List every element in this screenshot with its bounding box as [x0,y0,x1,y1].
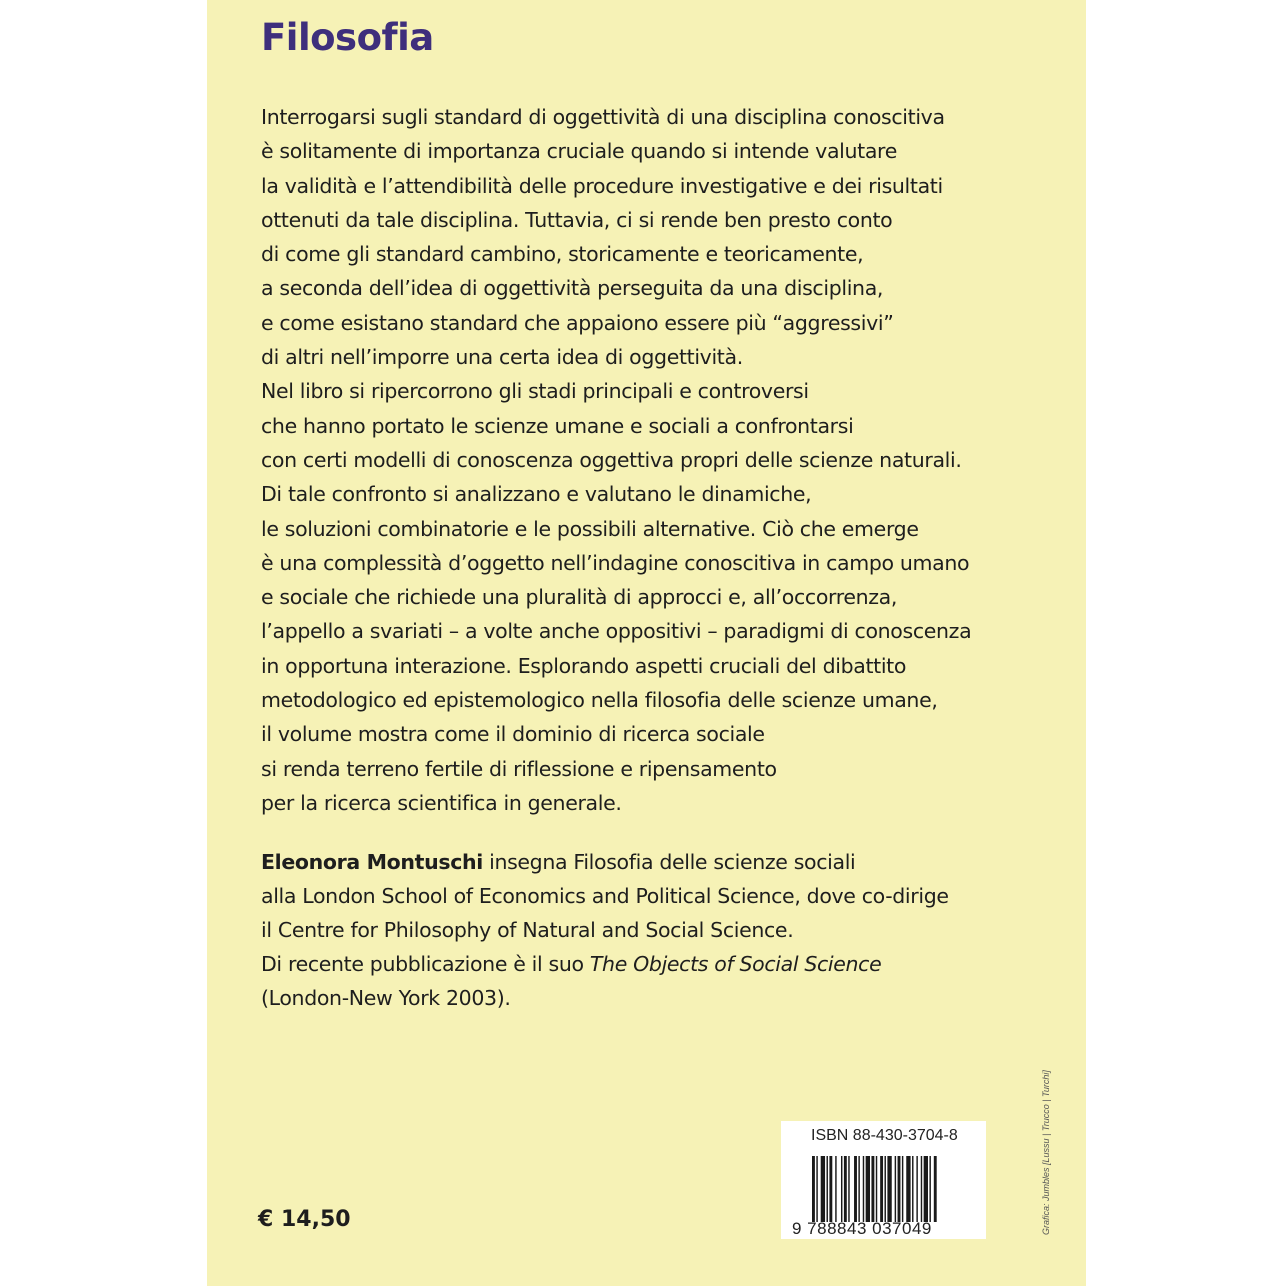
blurb-line: e sociale che richiede una pluralità di approcci e, all’occorrenza, [261,585,898,610]
blurb-line: con certi modelli di conoscenza oggettiva propri delle scienze naturali. [261,447,962,472]
barcode-bar [829,1156,832,1222]
book-back-cover [207,0,1086,1286]
barcode-bar [924,1156,928,1222]
barcode-bar [848,1156,849,1222]
barcode-bar [885,1156,886,1222]
blurb-line: Nel libro si ripercorrono gli stadi principali e controversi [261,379,809,404]
barcode-bar [898,1156,901,1222]
bio-line: alla London School of Economics and Political Science, dove co-dirige [261,884,949,908]
blurb-line: di altri nell’imporre una certa idea di oggettività. [261,345,743,370]
blurb-line: a seconda dell’idea di oggettività perseguita da una disciplina, [261,276,884,301]
barcode-bar [854,1156,857,1222]
barcode-digits: 9 788843 037049 [792,1219,932,1238]
barcode-bar [844,1156,847,1222]
price-label: € 14,50 [258,1207,351,1232]
barcode-bar [921,1156,922,1222]
barcode-bar [812,1156,815,1222]
bio-line: il Centre for Philosophy of Natural and Social Science. [261,918,794,942]
barcode-bar [876,1156,877,1222]
blurb-text [261,100,971,820]
author-name: Eleonora Montuschi [261,850,483,874]
bio-line: (London-New York 2003). [261,986,511,1010]
barcode-bar [906,1156,910,1222]
blurb-line: metodologico ed epistemologico nella filosofia delle scienze umane, [261,688,938,713]
barcode-bar [887,1156,891,1222]
blurb-line: di come gli standard cambino, storicamente e teoricamente, [261,242,864,267]
barcode-bar [880,1156,883,1222]
blurb-line: è una complessità d’oggetto nell’indagine conoscitiva in campo umano [261,550,970,575]
barcode-bar [863,1156,864,1222]
barcode-image [812,1156,980,1222]
book-title: The Objects of Social Science [589,952,882,976]
design-credit: Grafica: Jumbles [Lussu | Trucco | Turchi] [1041,1070,1051,1235]
barcode-bar [871,1156,874,1222]
barcode-bar [912,1156,913,1222]
blurb-line: l’appello a svariati – a volte anche oppositivi – paradigmi di conoscenza [261,619,972,644]
blurb-line: in opportuna interazione. Esplorando aspetti cruciali del dibattito [261,653,907,678]
blurb-line: il volume mostra come il dominio di ricerca sociale [261,722,765,747]
bio-text: insegna Filosofia delle scienze sociali [482,850,856,874]
author-bio [261,845,949,1015]
barcode-bar [895,1156,896,1222]
isbn-barcode-panel [781,1121,986,1239]
bio-text: Di recente pubblicazione è il suo [261,952,590,976]
barcode-bar [816,1156,817,1222]
blurb-line: ottenuti da tale disciplina. Tuttavia, ci si rende ben presto conto [261,207,893,232]
blurb-line: per la ricerca scientifica in generale. [261,790,622,815]
blurb-line: è solitamente di importanza cruciale quando si intende valutare [261,139,897,164]
blurb-line: che hanno portato le scienze umane e sociali a confrontarsi [261,413,854,438]
blurb-line: le soluzioni combinatorie e le possibili alternative. Ciò che emerge [261,516,919,541]
blurb-line: e come esistano standard che appaiono essere più “aggressivi” [261,310,894,335]
blurb-line: Di tale confronto si analizzano e valutano le dinamiche, [261,482,812,507]
bio-line [261,845,949,879]
series-title: Filosofia [261,16,434,59]
barcode-bar [858,1156,859,1222]
barcode-bar [866,1156,870,1222]
bio-line [261,947,949,981]
blurb-line: Interrogarsi sugli standard di oggettività di una disciplina conoscitiva [261,105,945,129]
barcode-bar [929,1156,930,1222]
barcode-bar [827,1156,828,1222]
barcode-bar [835,1156,836,1222]
blurb-line: la validità e l’attendibilità delle procedure investigative e dei risultati [261,173,943,198]
barcode-bar [841,1156,842,1222]
barcode-bar [902,1156,903,1222]
isbn-number: ISBN 88-430-3704-8 [811,1127,958,1144]
barcode-bar [916,1156,917,1222]
blurb-line: si renda terreno fertile di riflessione e ripensamento [261,756,777,781]
barcode-bar [934,1156,937,1222]
barcode-bar [821,1156,825,1222]
